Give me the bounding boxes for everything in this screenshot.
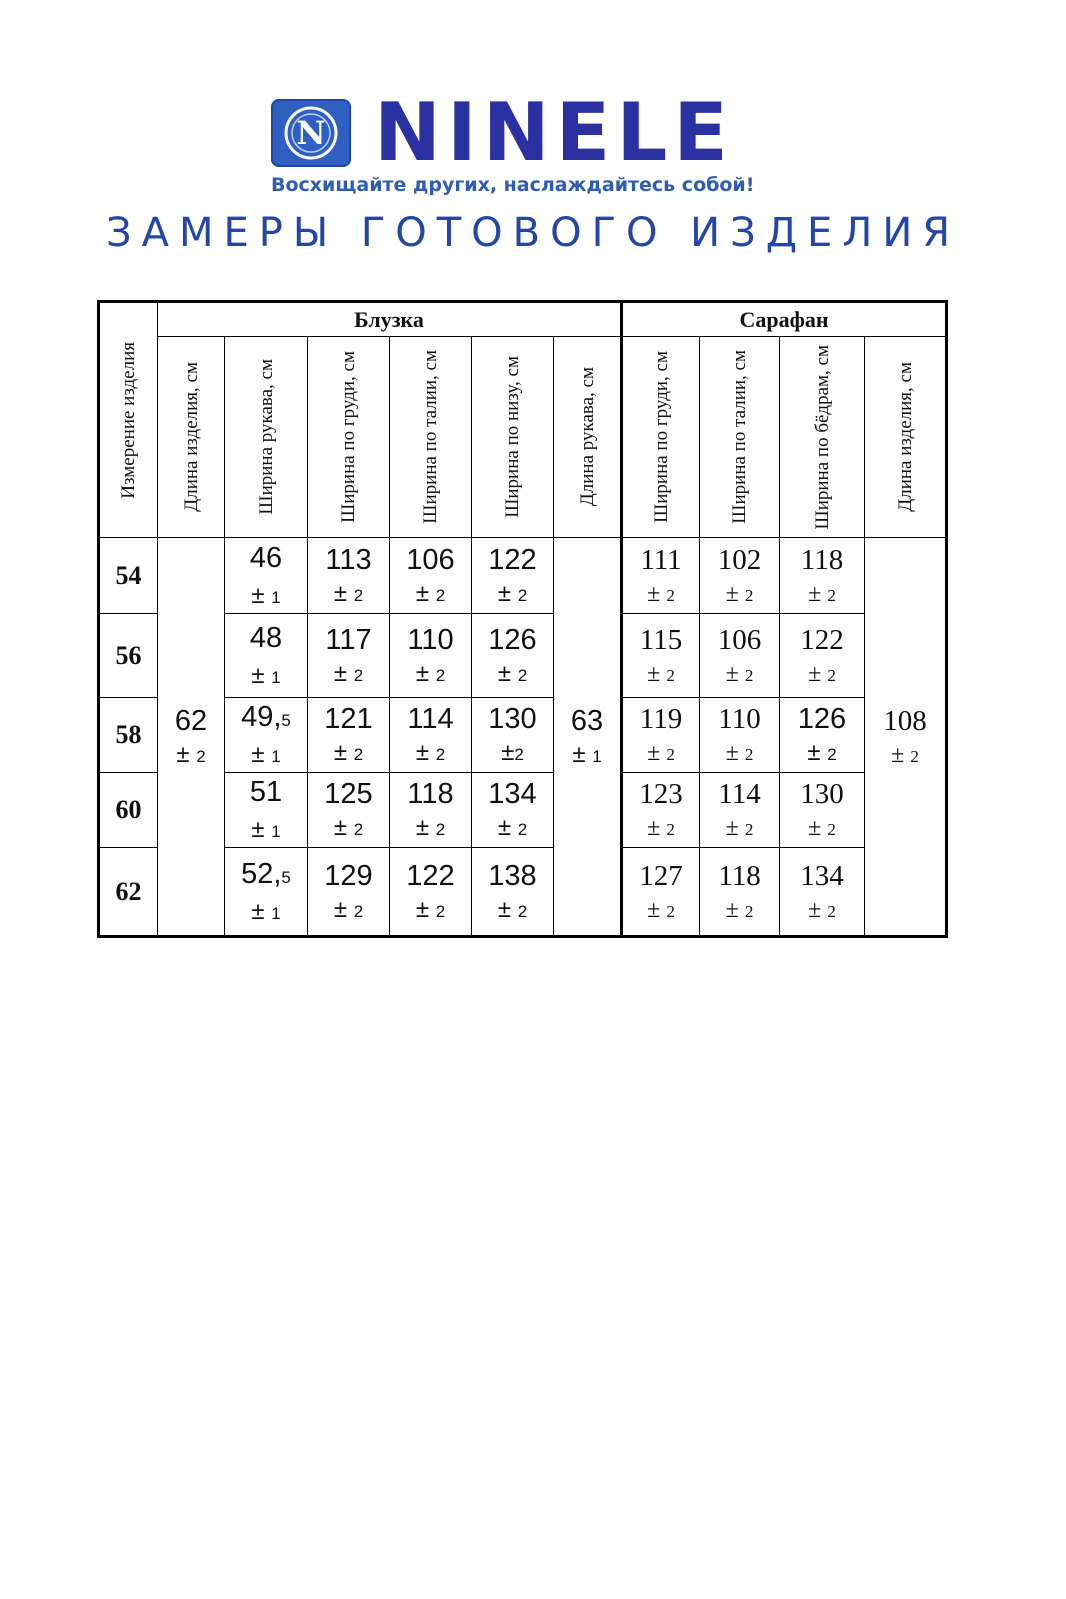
tolerance-value: 2 <box>517 665 528 685</box>
tolerance-sign: ± <box>251 897 265 925</box>
blouse-waist-cell <box>390 773 472 848</box>
table-row <box>99 614 947 698</box>
tolerance-sign: ± <box>415 895 430 923</box>
tolerance-sign: ± <box>808 660 822 687</box>
size-header: Измерение изделия <box>118 341 139 499</box>
tolerance-sign: ± <box>415 659 430 687</box>
sleeve-width-cell <box>225 848 308 937</box>
tolerance-value: 1 <box>271 747 281 766</box>
tolerance-sign: ± <box>251 741 265 768</box>
tolerance-value: 1 <box>271 903 281 923</box>
column-header <box>780 337 865 538</box>
sarafan-hips-cell <box>780 848 865 937</box>
tolerance-sign: ± <box>725 740 739 766</box>
tolerance-value: 1 <box>271 667 281 687</box>
column-header-label: Ширина по низу, см <box>502 356 523 518</box>
blouse-waist-cell <box>390 698 472 773</box>
tolerance-value: 2 <box>827 901 836 921</box>
cell-value-fraction: 5 <box>281 867 291 887</box>
size-cell: 54 <box>99 538 158 614</box>
cell-value: 129 <box>324 859 373 892</box>
size-cell: 60 <box>99 773 158 848</box>
sleeve-width-cell <box>225 538 308 614</box>
blouse-chest-cell <box>308 848 390 937</box>
sarafan-chest-cell <box>622 773 700 848</box>
tolerance-sign: ± <box>891 741 905 768</box>
tolerance-sign: ± <box>415 739 430 766</box>
cell-value: 127 <box>639 859 683 892</box>
logo-badge <box>271 99 351 167</box>
column-header <box>622 337 700 538</box>
tolerance-value: 2 <box>744 820 754 839</box>
cell-value: 110 <box>407 623 454 656</box>
cell-value: 125 <box>324 778 373 810</box>
cell-value: 110 <box>718 703 761 735</box>
tolerance-sign: ± <box>808 815 822 841</box>
cell-value: 106 <box>406 543 455 576</box>
cell-value: 102 <box>717 543 762 576</box>
column-header <box>390 337 472 538</box>
sarafan-length-cell <box>865 538 947 937</box>
tolerance-value: 2 <box>666 585 675 605</box>
column-header <box>225 337 308 538</box>
column-header-label: Ширина по груди, см <box>338 351 359 523</box>
tolerance-sign: ± <box>647 815 661 841</box>
tolerance-sign: ± <box>415 814 430 841</box>
cell-value: 63 <box>570 704 604 737</box>
blouse-hem-cell <box>472 614 554 698</box>
tolerance-sign: ± <box>647 896 661 923</box>
tolerance-value: 1 <box>592 746 602 766</box>
column-header <box>554 337 622 538</box>
tolerance-sign: ± <box>808 580 822 607</box>
blouse-hem-cell <box>472 698 554 773</box>
brand-logo <box>271 86 734 179</box>
tolerance-value: 2 <box>827 820 836 839</box>
sarafan-waist-cell <box>700 698 780 773</box>
column-header <box>472 337 554 538</box>
column-header-label: Длина изделия, см <box>894 362 916 512</box>
blouse-chest-cell <box>308 698 390 773</box>
column-header <box>865 337 947 538</box>
tolerance-value: 2 <box>827 585 836 605</box>
column-header-label: Длина рукава, см <box>576 367 598 507</box>
cell-value: 122 <box>488 543 537 576</box>
column-header-label: Длина изделия, см <box>180 362 202 512</box>
cell-value: 52, <box>241 857 282 890</box>
cell-value: 122 <box>406 859 455 892</box>
cell-value: 46 <box>249 541 283 574</box>
tolerance-sign: ± <box>251 581 265 609</box>
tolerance-value: 2 <box>435 585 446 605</box>
cell-value: 62 <box>174 704 208 737</box>
tolerance-value: 2 <box>744 901 754 921</box>
blouse-chest-cell <box>308 538 390 614</box>
column-header-label: Ширина по талии, см <box>729 350 750 524</box>
cell-value: 122 <box>800 623 844 656</box>
cell-value: 113 <box>325 543 372 576</box>
tolerance-value: 2 <box>744 665 754 685</box>
tolerance-value: 2 <box>353 665 364 685</box>
sarafan-chest-cell <box>622 538 700 614</box>
tolerance-sign: ± <box>725 660 739 687</box>
cell-value: 49, <box>241 701 282 733</box>
cell-value: 118 <box>407 778 454 810</box>
sarafan-chest-cell <box>622 698 700 773</box>
tolerance-value: 2 <box>353 745 364 764</box>
cell-value: 130 <box>488 703 537 735</box>
sleeve-width-cell <box>225 773 308 848</box>
tolerance-value: 1 <box>271 587 281 607</box>
blouse-chest-cell <box>308 773 390 848</box>
tolerance-sign: ± <box>497 895 512 923</box>
table-row <box>99 698 947 773</box>
column-header <box>700 337 780 538</box>
size-cell: 56 <box>99 614 158 698</box>
sarafan-hips-cell <box>780 614 865 698</box>
cell-value: 106 <box>717 623 762 656</box>
tolerance-value: 2 <box>666 901 675 921</box>
size-cell: 62 <box>99 848 158 937</box>
tolerance-sign: ± <box>647 740 661 766</box>
tolerance-value: 2 <box>744 745 754 764</box>
cell-value: 126 <box>488 623 537 656</box>
cell-value: 134 <box>488 778 537 810</box>
cell-value: 48 <box>249 621 283 654</box>
tolerance-value: 2 <box>666 820 675 839</box>
tolerance-sign: ± <box>501 739 515 766</box>
blouse-sleeve-length-cell <box>554 538 622 937</box>
tolerance-sign: ± <box>333 895 348 923</box>
tolerance-sign: ± <box>725 815 739 841</box>
cell-value: 51 <box>249 776 283 808</box>
sarafan-hips-cell <box>780 698 865 773</box>
tolerance-sign: ± <box>333 814 348 841</box>
tolerance-sign: ± <box>251 661 265 689</box>
tolerance-sign: ± <box>808 896 822 923</box>
column-header-label: Ширина по талии, см <box>420 350 441 524</box>
cell-value: 111 <box>640 543 682 576</box>
tolerance-value: 2 <box>435 820 446 839</box>
tolerance-sign: ± <box>725 580 739 607</box>
blouse-waist-cell <box>390 848 472 937</box>
tolerance-value: 2 <box>827 745 837 764</box>
tolerance-sign: ± <box>647 660 661 687</box>
tolerance-value: 2 <box>435 665 446 685</box>
tolerance-sign: ± <box>333 659 348 687</box>
blouse-hem-cell <box>472 773 554 848</box>
sarafan-waist-cell <box>700 773 780 848</box>
column-header <box>158 337 225 538</box>
sarafan-waist-cell <box>700 538 780 614</box>
cell-value: 130 <box>800 778 844 810</box>
blouse-hem-cell <box>472 848 554 937</box>
cell-value: 117 <box>325 623 372 656</box>
tolerance-sign: ± <box>572 740 586 768</box>
blouse-waist-cell <box>390 614 472 698</box>
cell-value-fraction: 5 <box>281 711 291 730</box>
sarafan-chest-cell <box>622 614 700 698</box>
tolerance-sign: ± <box>725 896 739 923</box>
tolerance-value: 2 <box>517 901 528 921</box>
tolerance-value: 2 <box>353 585 364 605</box>
tolerance-sign: ± <box>807 739 821 766</box>
tolerance-sign: ± <box>415 579 430 607</box>
tolerance-sign: ± <box>333 739 348 766</box>
cell-value: 118 <box>718 859 761 892</box>
tolerance-value: 2 <box>353 901 364 921</box>
tolerance-sign: ± <box>251 816 265 843</box>
tolerance-value: 2 <box>353 820 364 839</box>
tolerance-value: 2 <box>666 665 675 685</box>
size-cell: 58 <box>99 698 158 773</box>
tolerance-sign: ± <box>333 579 348 607</box>
sarafan-hips-cell <box>780 773 865 848</box>
cell-value: 108 <box>883 704 927 737</box>
tolerance-value: 2 <box>514 745 524 764</box>
sarafan-hips-cell <box>780 538 865 614</box>
cell-value: 123 <box>639 778 683 810</box>
tolerance-sign: ± <box>176 740 190 768</box>
table-row <box>99 538 947 614</box>
cell-value: 126 <box>797 703 847 735</box>
page-title: ЗАМЕРЫ ГОТОВОГО ИЗДЕЛИЯ <box>105 210 961 256</box>
brand-name: NINELE <box>374 86 734 179</box>
tolerance-value: 2 <box>517 820 528 839</box>
table-row <box>99 848 947 937</box>
cell-value: 119 <box>639 703 683 735</box>
tolerance-value: 2 <box>827 665 836 685</box>
tolerance-value: 2 <box>435 745 446 764</box>
group-sarafan: Сарафан <box>622 302 947 337</box>
blouse-hem-cell <box>472 538 554 614</box>
measurements-table <box>97 300 948 938</box>
table-row <box>99 773 947 848</box>
sleeve-width-cell <box>225 698 308 773</box>
blouse-waist-cell <box>390 538 472 614</box>
sleeve-width-cell <box>225 614 308 698</box>
tolerance-sign: ± <box>647 580 661 607</box>
column-header-label: Ширина рукава, см <box>255 359 277 515</box>
cell-value: 121 <box>324 703 373 735</box>
brand-tagline: Восхищайте других, наслаждайтесь собой! <box>271 174 755 196</box>
column-header-label: Ширина по груди, см <box>650 351 672 523</box>
tolerance-sign: ± <box>497 579 512 607</box>
column-header <box>308 337 390 538</box>
sarafan-waist-cell <box>700 614 780 698</box>
cell-value: 138 <box>488 859 537 892</box>
tolerance-value: 2 <box>517 585 528 605</box>
tolerance-value: 2 <box>666 745 675 764</box>
cell-value: 134 <box>800 859 844 892</box>
blouse-chest-cell <box>308 614 390 698</box>
logo-badge-letter: N <box>296 114 326 152</box>
tolerance-value: 2 <box>196 746 206 766</box>
sarafan-chest-cell <box>622 848 700 937</box>
tolerance-value: 1 <box>271 822 281 841</box>
tolerance-sign: ± <box>497 659 512 687</box>
tolerance-value: 2 <box>744 585 754 605</box>
cell-value: 115 <box>639 623 683 656</box>
size-header-cell <box>99 302 158 538</box>
sarafan-waist-cell <box>700 848 780 937</box>
tolerance-sign: ± <box>497 814 512 841</box>
cell-value: 118 <box>800 543 844 576</box>
column-header-label: Ширина по бёдрам, см <box>811 344 833 530</box>
blouse-length-cell <box>158 538 225 937</box>
cell-value: 114 <box>718 778 761 810</box>
tolerance-value: 2 <box>910 746 919 766</box>
cell-value: 114 <box>407 703 454 735</box>
group-blouse: Блузка <box>158 302 622 337</box>
tolerance-value: 2 <box>435 901 446 921</box>
